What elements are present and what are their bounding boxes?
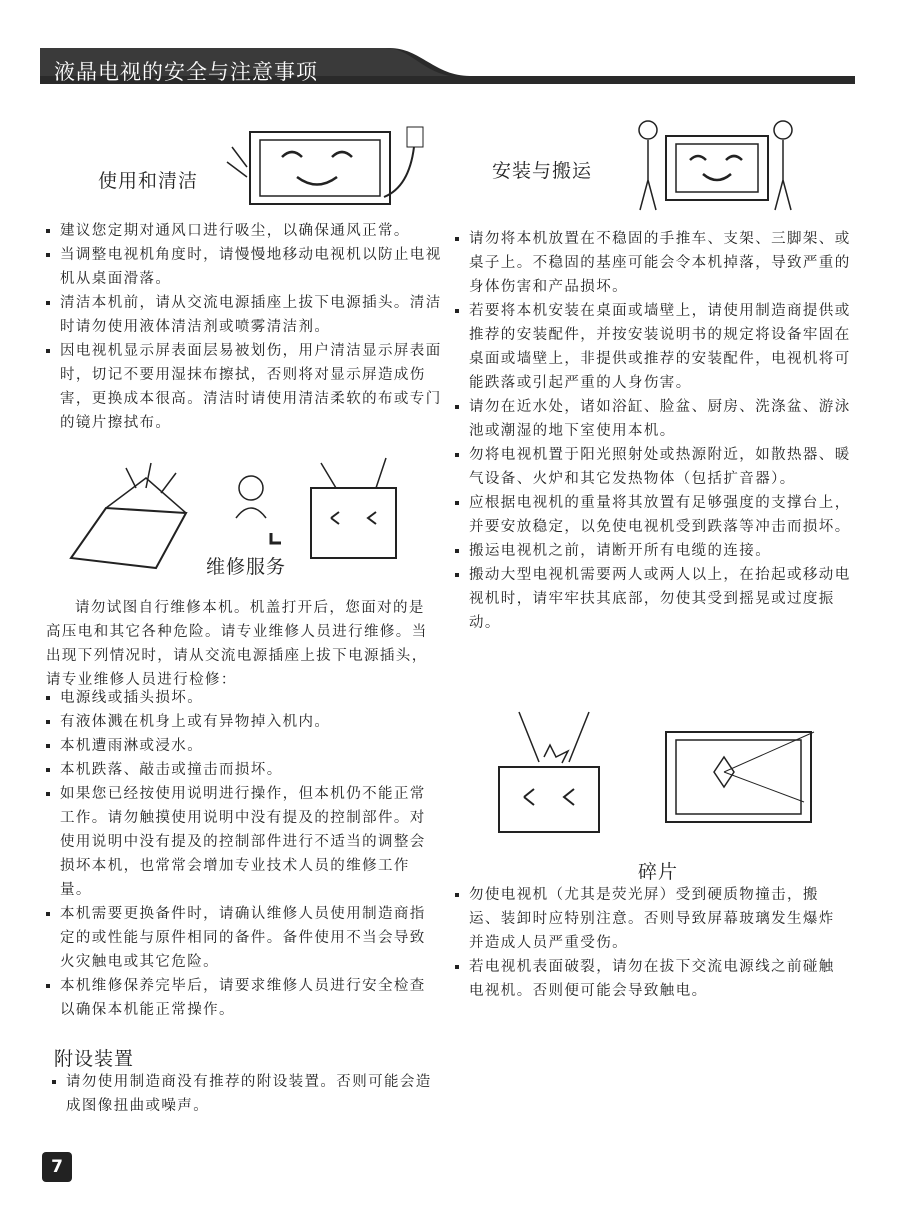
list-item: 本机需要更换备件时，请确认维修人员使用制造商指定的或性能与原件相同的备件。备件使用不当会导致火灾触电或其它危险。 bbox=[46, 902, 436, 974]
list-item: 建议您定期对通风口进行吸尘，以确保通风正常。 bbox=[46, 219, 446, 243]
page-title: 液晶电视的安全与注意事项 bbox=[54, 60, 318, 84]
list-item: 有液体溅在机身上或有异物掉入机内。 bbox=[46, 710, 436, 734]
page-number: 7 bbox=[42, 1152, 72, 1182]
repair-list bbox=[46, 686, 436, 1022]
list-item: 如果您已经按使用说明进行操作，但本机仍不能正常工作。请勿触摸使用说明中没有提及的控制部件。对使用说明中没有提及的控制部件进行不适当的调整会损坏本机，也常常会增加专业技术人员的维修工作量。 bbox=[46, 782, 436, 902]
list-item: 搬动大型电视机需要两人或两人以上，在抬起或移动电视机时，请牢牢扶其底部，勿使其受到摇晃或过度振动。 bbox=[455, 563, 855, 635]
fragments-list bbox=[455, 883, 845, 1003]
tv-cleaning-illustration bbox=[222, 122, 437, 217]
list-item: 电源线或插头损坏。 bbox=[46, 686, 436, 710]
list-item: 请勿将本机放置在不稳固的手推车、支架、三脚架、或桌子上。不稳固的基座可能会令本机掉落，导致严重的身体伤害和产品损坏。 bbox=[455, 227, 855, 299]
list-item: 请勿在近水处，诸如浴缸、脸盆、厨房、洗涤盆、游泳池或潮湿的地下室使用本机。 bbox=[455, 395, 855, 443]
accessories-list bbox=[52, 1070, 432, 1118]
use-clean-list bbox=[46, 219, 446, 435]
list-item: 本机维修保养完毕后，请要求维修人员进行安全检查以确保本机能正常操作。 bbox=[46, 974, 436, 1022]
list-item: 本机遭雨淋或浸水。 bbox=[46, 734, 436, 758]
list-item: 若电视机表面破裂，请勿在拔下交流电源线之前碰触电视机。否则便可能会导致触电。 bbox=[455, 955, 845, 1003]
section-title-fragments: 碎片 bbox=[638, 861, 679, 883]
repair-intro: 请勿试图自行维修本机。机盖打开后，您面对的是高压电和其它各种危险。请专业维修人员进行维修。当出现下列情况时，请从交流电源插座上拔下电源插头，请专业维修人员进行检修： bbox=[46, 600, 428, 688]
list-item: 勿将电视机置于阳光照射处或热源附近，如散热器、暖气设备、火炉和其它发热物体（包括扩音器）。 bbox=[455, 443, 855, 491]
list-item: 本机跌落、敲击或撞击而损坏。 bbox=[46, 758, 436, 782]
section-title-use-clean: 使用和清洁 bbox=[98, 170, 199, 192]
list-item: 若要将本机安装在桌面或墙壁上，请使用制造商提供或推荐的安装配件，并按安装说明书的规定将设备牢固在桌面或墙壁上，非提供或推荐的安装配件，电视机将可能跌落或引起严重的人身伤害。 bbox=[455, 299, 855, 395]
tv-carrying-illustration bbox=[628, 118, 803, 216]
list-item: 勿使电视机（尤其是荧光屏）受到硬质物撞击，搬运、装卸时应特别注意。否则导致屏幕玻璃发生爆炸并造成人员严重受伤。 bbox=[455, 883, 845, 955]
list-item: 搬运电视机之前，请断开所有电缆的连接。 bbox=[455, 539, 855, 563]
list-item: 当调整电视机角度时，请慢慢地移动电视机以防止电视机从桌面滑落。 bbox=[46, 243, 446, 291]
list-item: 清洁本机前，请从交流电源插座上拔下电源插头。清洁时请勿使用液体清洁剂或喷雾清洁剂。 bbox=[46, 291, 446, 339]
section-title-accessories: 附设装置 bbox=[54, 1048, 135, 1070]
list-item: 应根据电视机的重量将其放置有足够强度的支撑台上，并要安放稳定，以免使电视机受到跌落等冲击而损坏。 bbox=[455, 491, 855, 539]
broken-screen-illustration bbox=[494, 712, 834, 847]
install-list bbox=[455, 227, 855, 635]
list-item: 请勿使用制造商没有推荐的附设装置。否则可能会造成图像扭曲或噪声。 bbox=[52, 1070, 432, 1118]
section-title-repair: 维修服务 bbox=[206, 556, 287, 578]
section-title-install: 安装与搬运 bbox=[492, 160, 593, 182]
list-item: 因电视机显示屏表面层易被划伤，用户清洁显示屏表面时，切记不要用湿抹布擦拭，否则将对显示屏造成伤害，更换成本很高。清洁时请使用清洁柔软的布或专门的镜片擦拭布。 bbox=[46, 339, 446, 435]
